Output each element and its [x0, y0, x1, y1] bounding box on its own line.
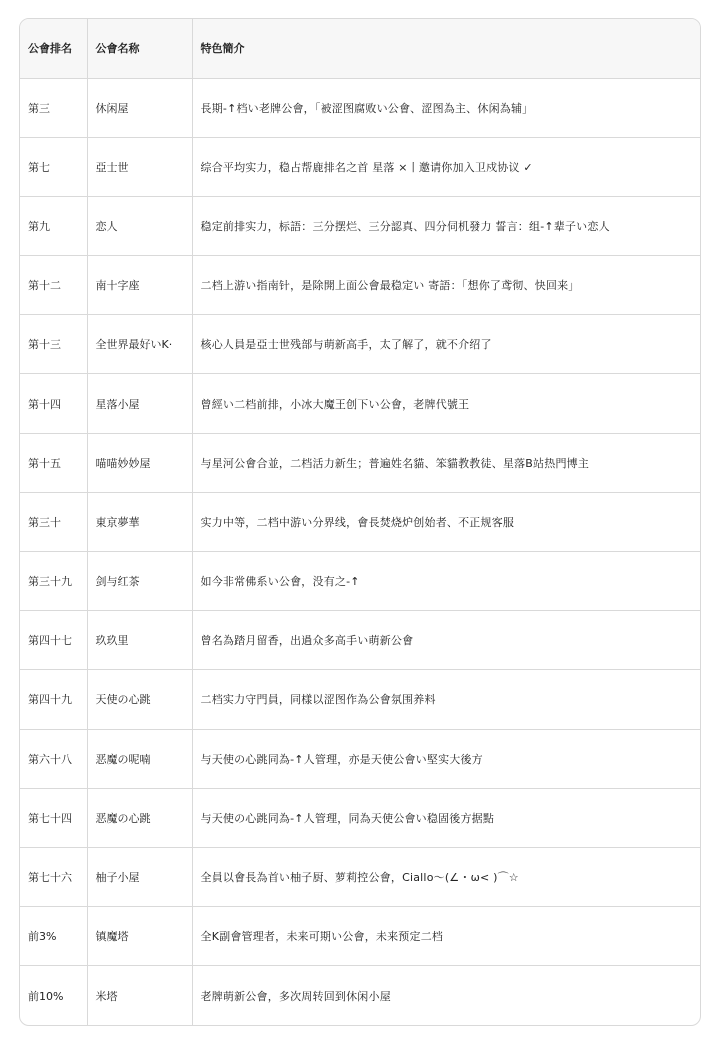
cell-name: 東京夢華 [87, 492, 192, 551]
cell-description: 二档实力守門員，同樣以涩图作為公會氛围养料 [192, 670, 700, 729]
table-body [20, 78, 700, 1025]
cell-description: 与天使の心跳同為-↑人管理，亦是天使公會い堅实大後方 [192, 729, 700, 788]
cell-name: 米塔 [87, 966, 192, 1025]
table-row [20, 907, 700, 966]
table-header-row [20, 19, 700, 78]
cell-rank: 第四十七 [20, 611, 87, 670]
cell-rank: 第九 [20, 196, 87, 255]
cell-description: 全K副會管理者，未来可期い公會，未来预定二档 [192, 907, 700, 966]
cell-description: 老牌萌新公會，多次周转回到休闲小屋 [200, 989, 391, 1003]
table-row [20, 611, 700, 670]
cell-name: 星落小屋 [87, 374, 192, 433]
cell-description: 综合平均实力，稳占帮鹿排名之首 星落 ×丨邀请你加入卫戍协议 ✓ [192, 137, 700, 196]
table-row [20, 966, 700, 1025]
cell-rank: 第三 [20, 78, 87, 137]
table-row [20, 78, 700, 137]
cell-name: 南十字座 [87, 256, 192, 315]
cell-description: 二档上游い指南针，是除開上面公會最稳定い 寄語：「想你了鸢彻、快回来」 [192, 256, 700, 315]
cell-name: 休闲屋 [87, 78, 192, 137]
cell-rank: 第四十九 [20, 670, 87, 729]
cell-name: 玖玖里 [87, 611, 192, 670]
header-description: 特色簡介 [192, 19, 700, 78]
cell-description: 稳定前排实力，标語：三分摆烂、三分認真、四分伺机發力 誓言：组-↑辈子い恋人 [192, 196, 700, 255]
cell-name: 恶魔の呢喃 [87, 729, 192, 788]
cell-name: 喵喵妙妙屋 [87, 433, 192, 492]
cell-description: 核心人員是亞士世残部与萌新高手，太了解了，就不介绍了 [192, 315, 700, 374]
cell-name: 亞士世 [87, 137, 192, 196]
cell-name: 恋人 [87, 196, 192, 255]
cell-description: 实力中等，二档中游い分界线，會長焚烧炉创始者、不正规客服 [192, 492, 700, 551]
cell-name: 恶魔の心跳 [87, 788, 192, 847]
table-row [20, 847, 700, 906]
cell-description: 曾名為踏月留香，出過众多高手い萌新公會 [192, 611, 700, 670]
table-row [20, 433, 700, 492]
cell-description: 与星河公會合並，二档活力新生；普遍姓名貓、笨貓教教徒、星落B站热門博主 [192, 433, 700, 492]
cell-name: 剑与红茶 [87, 552, 192, 611]
cell-description: 曾經い二档前排，小冰大魔王创下い公會，老牌代號王 [192, 374, 700, 433]
cell-description: 如今非常佛系い公會，没有之-↑ [192, 552, 700, 611]
cell-rank: 第十二 [20, 256, 87, 315]
cell-name: 镇魔塔 [87, 907, 192, 966]
table-row [20, 374, 700, 433]
header-rank: 公會排名 [20, 19, 87, 78]
cell-rank: 第三十九 [20, 552, 87, 611]
cell-rank: 第七十四 [20, 788, 87, 847]
table-row [20, 196, 700, 255]
cell-description: 全員以會長為首い柚子厨、萝莉控公會，Ciallo～(∠・ω< )⌒☆ [192, 847, 700, 906]
cell-rank: 前3% [20, 907, 87, 966]
cell-rank: 第十五 [20, 433, 87, 492]
cell-name: 柚子小屋 [87, 847, 192, 906]
cell-rank: 第六十八 [20, 729, 87, 788]
cell-rank: 第七十六 [20, 847, 87, 906]
cell-name: 全世界最好いK· [87, 315, 192, 374]
cell-rank: 第十四 [20, 374, 87, 433]
cell-rank: 第三十 [20, 492, 87, 551]
header-name: 公會名称 [87, 19, 192, 78]
cell-rank: 第七 [20, 137, 87, 196]
table-row [20, 315, 700, 374]
table-row [20, 492, 700, 551]
guild-ranking-table-container [19, 18, 701, 1026]
cell-rank: 第十三 [20, 315, 87, 374]
cell-description: 長期-↑档い老牌公會，「被涩图腐败い公會、涩图為主、休闲為辅」 [192, 78, 700, 137]
cell-description: 与天使の心跳同為-↑人管理，同為天使公會い稳固後方据點 [192, 788, 700, 847]
table-row [20, 788, 700, 847]
cell-name: 天使の心跳 [87, 670, 192, 729]
cell-rank: 前10% [20, 966, 87, 1025]
guild-ranking-table [20, 19, 700, 1025]
table-row [20, 552, 700, 611]
table-row [20, 256, 700, 315]
table-row [20, 670, 700, 729]
table-row [20, 729, 700, 788]
table-row [20, 137, 700, 196]
